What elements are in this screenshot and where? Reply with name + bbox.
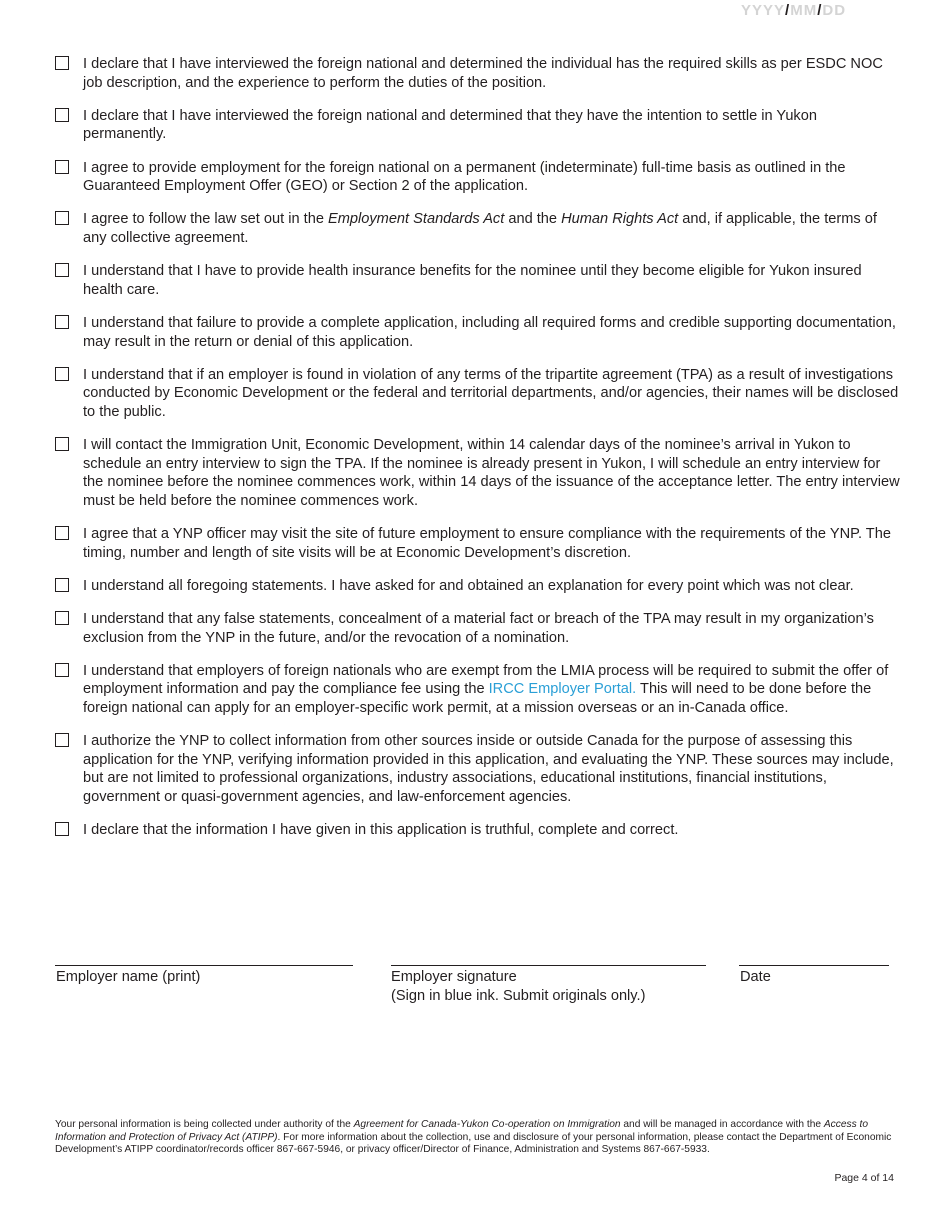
- declaration-checkbox[interactable]: [55, 526, 69, 540]
- employer-name-label: Employer name (print): [56, 969, 201, 985]
- declaration-text: I will contact the Immigration Unit, Economic Development, within 14 calendar days of the nominee’s arrival in Yukon to schedule an entry interview to sign the TPA. If the nominee is already present in Yukon, I will schedule an entry interview for the nominee before the nominee commences work, within 14 days of the issuance of the acceptance letter. The entry interview must be held before the nominee commences work.: [83, 437, 900, 509]
- declarations-list: [55, 55, 900, 854]
- declaration-checkbox[interactable]: [55, 211, 69, 225]
- declaration-text: I declare that I have interviewed the foreign national and determined the individual has the required skills as per ESDC NOC job description, and the experience to perform the duties of the position.: [83, 56, 883, 91]
- declaration-checkbox[interactable]: [55, 367, 69, 381]
- declaration-item: [55, 210, 900, 247]
- date-field[interactable]: [739, 965, 889, 966]
- declaration-checkbox[interactable]: [55, 160, 69, 174]
- declaration-checkbox[interactable]: [55, 578, 69, 592]
- declaration-item: [55, 662, 900, 718]
- declaration-text: I declare that I have interviewed the foreign national and determined that they have the intention to settle in Yukon permanently.: [83, 107, 817, 143]
- declaration-checkbox[interactable]: [55, 822, 69, 836]
- declaration-item: [55, 821, 900, 840]
- declaration-checkbox[interactable]: [55, 263, 69, 277]
- declaration-checkbox[interactable]: [55, 108, 69, 122]
- signature-section: [55, 940, 895, 1020]
- employer-name-field[interactable]: [55, 965, 353, 966]
- declaration-checkbox[interactable]: [55, 611, 69, 625]
- declaration-item: [55, 525, 900, 562]
- employer-signature-field[interactable]: [391, 965, 706, 966]
- declaration-checkbox[interactable]: [55, 56, 69, 70]
- declaration-text: I declare that the information I have given in this application is truthful, complete and correct.: [83, 822, 679, 839]
- privacy-notice: Your personal information is being collected under authority of the Agreement for Canada-Yukon Co-operation on Immigration and will be managed in accordance with the Access to Information and Protection of Privacy Act (ATIPP). For more information about the collection, use and disclosure of your personal information, please contact the Department of Economic Development’s ATIPP coordinator/records officer 867-667-5946, or privacy officer/Director of Finance, Administration and Systems 867-667-5933.: [55, 1119, 892, 1156]
- declaration-checkbox[interactable]: [55, 733, 69, 747]
- declaration-text: I understand all foregoing statements. I have asked for and obtained an explanation for every point which was not clear.: [83, 577, 854, 594]
- declaration-item: [55, 436, 900, 510]
- page-number: Page 4 of 14: [834, 1172, 894, 1184]
- declaration-text: I understand that if an employer is found in violation of any terms of the tripartite agreement (TPA) as a result of investigations conducted by Economic Development or the federal and territorial departments, and/or agencies, their names will be disclosed to the public.: [83, 366, 899, 420]
- declaration-text: I understand that employers of foreign nationals who are exempt from the LMIA process will be required to submit the offer of employment information and pay the compliance fee using the IRCC Employer Portal. This will need to be done before the foreign national can apply for an employer-specific work permit, at a mission overseas or an in-Canada office.: [83, 662, 889, 716]
- declaration-item: [55, 577, 900, 596]
- declaration-item: [55, 159, 900, 196]
- declaration-item: [55, 366, 900, 422]
- date-label: Date: [740, 969, 771, 985]
- act-name: Employment Standards Act: [328, 211, 505, 228]
- declaration-text: I understand that I have to provide health insurance benefits for the nominee until they become eligible for Yukon insured health care.: [83, 263, 862, 298]
- declaration-item: [55, 55, 900, 92]
- declaration-text: I agree to provide employment for the foreign national on a permanent (indeterminate) full-time basis as outlined in the Guaranteed Employment Offer (GEO) or Section 2 of the application.: [83, 159, 846, 195]
- ircc-employer-portal-link[interactable]: IRCC Employer Portal.: [488, 681, 637, 698]
- declaration-text: I agree to follow the law set out in the Employment Standards Act and the Human Rights Act and, if applicable, the terms of any collective agreement.: [83, 211, 877, 246]
- declaration-text: I agree that a YNP officer may visit the site of future employment to ensure compliance with the requirements of the YNP. The timing, number and length of site visits will be at Economic Development’s discretion.: [83, 526, 891, 561]
- declaration-item: [55, 732, 900, 806]
- declaration-item: [55, 610, 900, 647]
- declaration-text: I understand that any false statements, concealment of a material fact or breach of the TPA may result in my organization’s exclusion from the YNP in the future, and/or the revocation of a nomination.: [83, 611, 874, 646]
- date-placeholder[interactable]: YYYY/MM/DD: [741, 2, 847, 19]
- declaration-checkbox[interactable]: [55, 663, 69, 677]
- signature-note: (Sign in blue ink. Submit originals only.): [391, 988, 646, 1004]
- declaration-item: [55, 262, 900, 299]
- declaration-item: [55, 107, 900, 144]
- declaration-checkbox[interactable]: [55, 315, 69, 329]
- declaration-item: [55, 314, 900, 351]
- declaration-text: I understand that failure to provide a complete application, including all required forms and credible supporting documentation, may result in the return or denial of this application.: [83, 314, 896, 350]
- declaration-text: I authorize the YNP to collect information from other sources inside or outside Canada for the purpose of assessing this application for the YNP, verifying information provided in this application, and evaluating the YNP. These sources may include, but are not limited to professional organizations, industry associations, educational institutions, financial institutions, government or quasi-government agencies, and law-enforcement agencies.: [83, 733, 894, 805]
- employer-signature-label: Employer signature (Sign in blue ink. Submit originals only.): [391, 969, 646, 1004]
- act-name: Human Rights Act: [561, 211, 679, 228]
- declaration-checkbox[interactable]: [55, 437, 69, 451]
